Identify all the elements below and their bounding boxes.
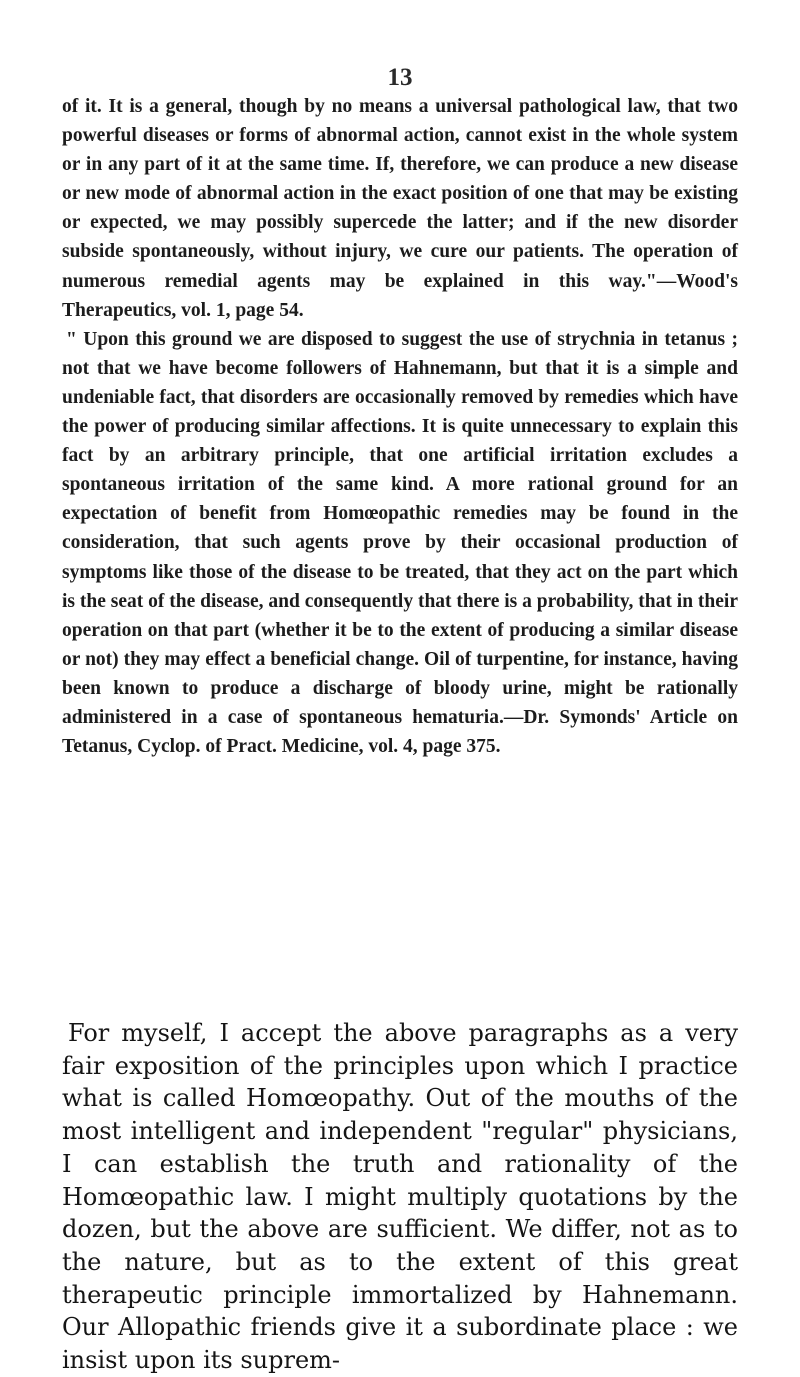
quoted-extracts: [62, 92, 738, 761]
quote-symonds-tetanus: " Upon this ground we are disposed to suggest the use of strychnia in tetanus ; not that we have become followers of Hahnemann, but that it is a simple and undeniable fact, that disorders are occasionally removed by remedies which have the power of producing similar affections. It is quite unnecessary to explain this fact by an arbitrary principle, that one artificial irritation excludes a spontaneous irritation of the same kind. A more rational ground for an expectation of benefit from Homœopathic remedies may be found in the consideration, that such agents prove by their occasional production of symptoms like those of the disease to be treated, that they act on the part which is the seat of the disease, and consequently that there is a probability, that in their operation on that part (whether it be to the extent of producing a similar disease or not) they may effect a beneficial change. Oil of turpentine, for instance, having been known to produce a discharge of bloody urine, might be rationally administered in a case of spontaneous hematuria.—Dr. Symonds' Article on Tetanus, Cyclop. of Pract. Medicine, vol. 4, page 375.: [62, 328, 738, 758]
page-number: 13: [387, 64, 413, 91]
body-paragraph: For myself, I accept the above paragraphs as a very fair exposition of the principles upon which I practice what is called Homœopathy. Out of the mouths of the most intelligent and independent "regular" physicians, I can establish the truth and rationality of the Homœopathic law. I might multiply quotations by the dozen, but the above are sufficient. We differ, not as to the nature, but as to the extent of this great therapeutic principle immortalized by Hahnemann. Our Allopathic friends give it a subordinate place : we insist upon its suprem-: [62, 1019, 738, 1375]
author-commentary: [62, 1017, 738, 1377]
quote-wood-therapeutics: of it. It is a general, though by no means a universal pathological law, that two powerful diseases or forms of abnormal action, cannot exist in the whole system or in any part of it at the same time. If, therefore, we can produce a new disease or new mode of abnormal action in the exact position of one that may be existing or expected, we may possibly supercede the latter; and if the new disorder subside spontaneously, without injury, we cure our patients. The operation of numerous remedial agents may be explained in this way."—Wood's Therapeutics, vol. 1, page 54.: [62, 96, 738, 321]
